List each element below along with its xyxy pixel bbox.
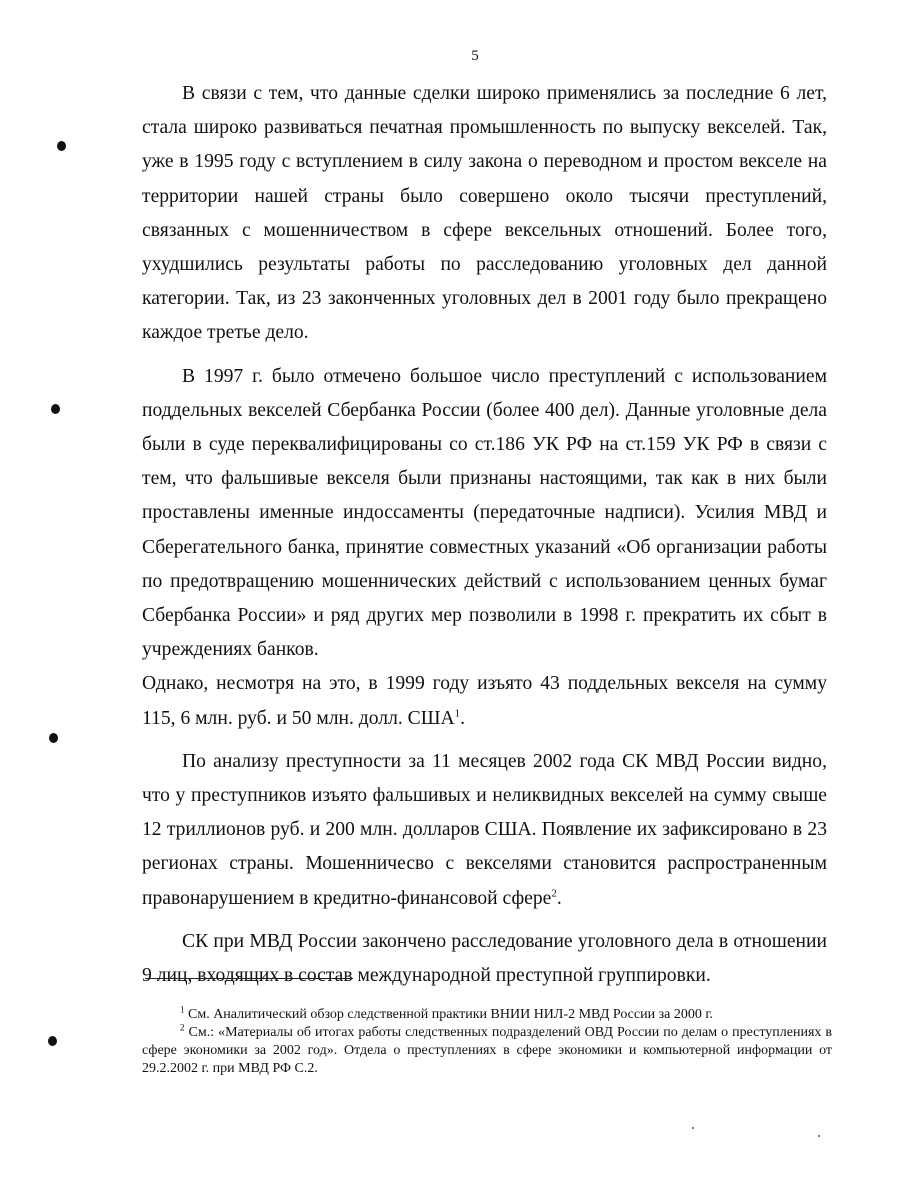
paragraph-2 <box>142 360 827 668</box>
footnote-ref-2: 2 <box>551 887 557 900</box>
page-number: 5 <box>471 48 479 64</box>
paragraph-4: По анализу преступности за 11 месяцев 2002 года СК МВД России видно, что у преступников изъято фальшивых и неликвидных векселей на сумму свыше 12 триллионов руб. и 200 млн. долларов США. Появление их зафиксировано в 23 регионах страны. Мошенничесво с векселями становится распространенным правонарушением в кредитно-финансовой сфере$^2$. <box>142 750 827 909</box>
footnote-separator <box>145 978 353 979</box>
paragraph-4-text: По анализу преступности за 11 месяцев 2002 года СК МВД России видно, что у преступников изъято фальшивых и неликвидных векселей на сумму свыше 12 триллионов руб. и 200 млн. долларов США. Появление их зафиксировано в 23 регионах страны. Мошенничесво с векселями становится распространенным правонарушением в кредитно-финансовой сфере <box>142 750 827 909</box>
binder-hole-mark <box>57 141 66 151</box>
scan-speck <box>692 1127 694 1129</box>
paragraph-3-text: Однако, несмотря на это, в 1999 году изъято 43 поддельных векселя на сумму 115, 6 млн. руб. и 50 млн. долл. США <box>142 673 827 729</box>
binder-hole-mark <box>51 404 60 414</box>
paragraph-1-text: В связи с тем, что данные сделки широко применялись за последние 6 лет, стала широко развиваться печатная промышленность по выпуску векселей. Так, уже в 1995 году с вступлением в силу закона о переводном и простом векселе на территории нашей страны было совершено около тысячи преступлений, связанных с мошенничеством в сфере вексельных отношений. Более того, ухудшились результаты работы по расследованию уголовных дел данной категории. Так, из 23 законченных уголовных дел в 2001 году было прекращено каждое третье дело. <box>142 83 827 344</box>
binder-hole-mark <box>49 733 58 743</box>
paragraph-1 <box>142 77 827 351</box>
footnote-2-mark: 2 <box>180 1022 185 1033</box>
footnote-1 <box>142 1006 832 1024</box>
footnote-1-text: См. Аналитический обзор следственной практики ВНИИ НИЛ-2 МВД России за 2000 г. <box>188 1007 713 1022</box>
footnote-2-text: См.: «Материалы об итогах работы следственных подразделений ОВД России по делам о преступлениях в сфере экономики за 2002 год». Отдела о преступлениях в сфере экономики и компьютерной информации от 29.2.2002 г. при МВД РФ С.2. <box>142 1025 833 1076</box>
paragraph-2-text: В 1997 г. было отмечено большое число преступлений с использованием поддельных векселей Сбербанка России (более 400 дел). Данные уголовные дела были в суде переквалифицированы со ст.186 УК РФ на ст.159 УК РФ в связи с тем, что фальшивые векселя были признаны настоящими, так как в них были проставлены именные индоссаменты (передаточные надписи). Усилия МВД и Сберегательного банка, принятие совместных указаний «Об организации работы по предотвращению мошеннических действий с использованием ценных бумаг Сбербанка России» и ряд других мер позволили в 1998 г. прекратить их сбыт в учреждениях банков. <box>142 365 827 661</box>
paragraph-5 <box>142 925 827 993</box>
body-text <box>142 77 827 993</box>
scan-speck <box>818 1135 820 1137</box>
paragraph-5-text: СК при МВД России закончено расследование уголовного дела в отношении 9 лиц, входящих в состав международной преступной группировки. <box>142 930 827 987</box>
footnote-2 <box>142 1024 832 1078</box>
footnotes <box>142 1006 832 1078</box>
footnote-1-mark: 1 <box>180 1004 185 1015</box>
binder-hole-mark <box>48 1036 57 1046</box>
footnote-ref-1: 1 <box>454 707 461 720</box>
paragraph-3: Однако, несмотря на это, в 1999 году изъято 43 поддельных векселя на сумму 115, 6 млн. руб. и 50 млн. долл. США$^1$. <box>142 673 827 729</box>
